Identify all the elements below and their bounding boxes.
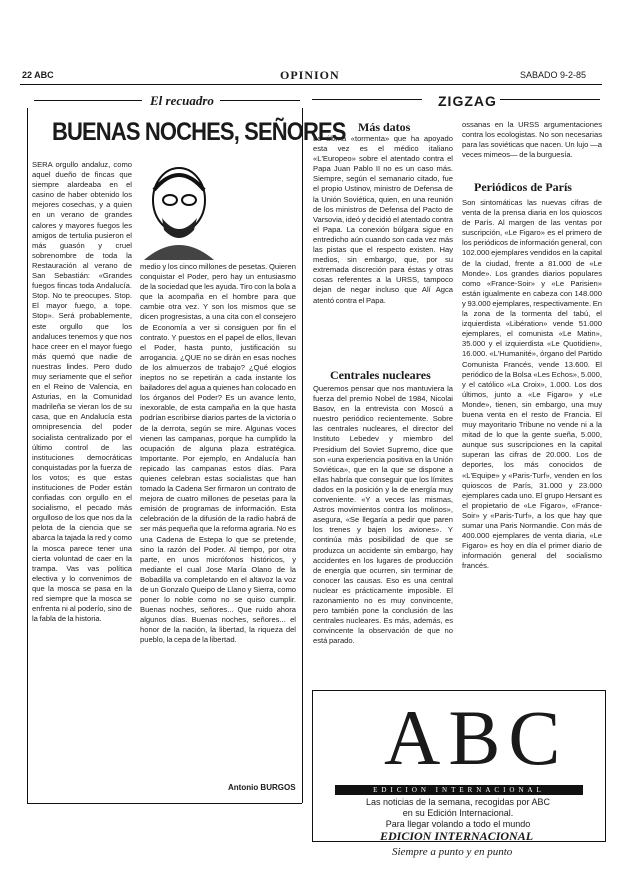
subhead-mas-datos: Más datos [358, 120, 411, 134]
frame-right [302, 108, 303, 803]
centrales-text: Queremos pensar que nos mantuviera la fuerza del premio Nobel de 1984, Nicolai Basov, en la entrevista con Moscú a nuestro periódico recientemente. Sobre las centrales nucleares, el director del Instituto Lebedev y miembro del Presidium del Soviet Supremo, dice que son «una experiencia positiva en la Unión Soviética», que en la que se dispone a ellas habría que conseguir que los límites dados en la posición y la de energía muy conveniente. «Y a veces las mismas, Astros movimientos contra los molinos», asegura, «Se llegaría a pedir que paren los trenes y bajen los aviones». Y continúa más posibilidad de que se produzca un accidente sin embargo, hay accidentes en los lugares de producción de energía que ocurren, sin terminar de conocer las causas. Eso es una central nuclear es prácticamente imposible. El razonamiento no es muy convincente, pero también pone la conclusión de las centrales nucleares. Es más, además, es convincente la observación de que no está parado. [313, 384, 453, 646]
mas-datos-text: La última «tormenta» que ha apoyado esta vez es el médico italiano «L'Europeo» sobre el atentado contra el Papa Juan Pablo II no es un caso más. Siempre, según el semanario citado, fue el propio Ustinov, ministro de Defensa de la Unión Soviética, quien, en una reunión de los ministros de Defensa del Pacto de Varsovia, ideó y decidió el atentado contra el Papa. La conexión búlgara sigue en entredicho aún cuando son cada vez más las pistas que el respecto existen. Hay medios, sin embargo, que, por su extremada discreción para éstas y otras cosas referentes a la URSS, tampoco dejan de negar incluso que Alí Agca atentó contra el Papa. [313, 134, 453, 305]
article-author: Antonio BURGOS [228, 783, 296, 792]
subhead-periodicos: Periódicos de París [474, 180, 572, 194]
recuadro-title: El recuadro [150, 93, 214, 108]
zigzag-rule-left [312, 99, 422, 100]
ad-line-2: en su Edición Internacional. [402, 808, 514, 818]
section-header: OPINION [280, 68, 340, 82]
subhead-centrales: Centrales nucleares [330, 368, 431, 382]
ad-abc-logo: ABC [384, 694, 569, 781]
ad-band: EDICION INTERNACIONAL [335, 785, 583, 795]
issue-date: SABADO 9-2-85 [520, 70, 587, 80]
page-number: 22 ABC [22, 70, 54, 80]
frame-left [27, 108, 28, 803]
ad-line-1: Las noticias de la semana, recogidas por ABC [365, 797, 551, 807]
zigzag-title: ZIGZAG [438, 93, 497, 109]
periodicos-text: Son sintomáticas las nuevas cifras de venta de la prensa diaria en los quioscos de París. Al margen de las ventas por suscripción, «Le Figaro» es el primero de los periódicos de información general, con 102.000 ejemplares vendidos en la capital de la ciudad, frente a 81.000 de «Le Monde». Los grandes diarios populares como «France-Soir» y «Le Parisien» están igualmente en cabeza con 148.000 y 93.000 ejemplares, respectivamente. En la zona de la tormenta del tabú, el izquierdista «Libération» vende 51.000 ejemplares, el comunista «Le Matin», 35.000 y el izquierdista «Le Quotidien», 16.000. «L'Humanité», órgano del Partido Comunista Francés, vende 13.600. El periódico de la Bolsa «Les Echos», 5.000, y el católico «La Croix», 1.000. Los dos últimos, junto a «Le Figaro» y «Le Monde», tienen, sin embargo, una muy buena venta en el resto de Francia. El muy mayoritario Tribune no vende ni a la mitad de lo que la gente sueña, 5.000, aunque sus suscripciones en la capital superan las cifras de 20.000. Los de deportes, los más conocidos de «L'Equipe» y «Paris-Turf», venden en los quioscos de París, 31.000 y 23.000 ejemplares cada uno. El grupo Hersant es el propietario de «Le Figaro», «France-Soir» y «Paris-Turf», a los que hay que sumar una Paris Normandie. Con más de 400.000 ejemplares de venta diaria, «Le Figaro» es hoy en día el primer diario de información general del socialismo francés. [462, 198, 602, 571]
ad-line-3: Para llegar volando a todo el mundo [385, 819, 531, 829]
rule-left-b [220, 100, 300, 101]
frame-bottom [27, 803, 302, 804]
article-headline: BUENAS NOCHES, SEÑORES [52, 118, 346, 146]
ad-slogan: Siempre a punto y en punto [392, 846, 513, 858]
zigzag-rule-right [500, 99, 600, 100]
ad-edition: EDICION INTERNACIONAL [380, 829, 534, 843]
header-rule [20, 84, 602, 85]
carryover-text: ossanas en la URSS argumentaciones contra los ecologistas. No son necesarias para las soviéticas que nacen. Un lujo —a veces mimeos— de la burguesía. [462, 120, 602, 160]
rule-left-a [34, 100, 142, 101]
portrait-illustration [134, 160, 224, 260]
left-col-2-text: medio y los cinco millones de pesetas. Quieren conquistar el Poder, pero hay un entusiasmo de la sociedad que les ayuda. Tiro con la bola a que la acompaña en el hombre para que cambie otra vez. Y son los mismos que se dicen progresistas, a una cita con el consejero de Economía a ver si consiguen por fin el contrato. Y puestos en el papel de ellos, llevan el Poder, hasta punto, justificación su arrogancia. ¿QUE no se dirán en esas noches de los almuerzos de trabajo? ¿Qué elogios ineptos no se repetirán a cada instante los bailadores del agua a quienes han colocado en los órganos del Poder? Es un avance lento, inexorable, de esta campaña en la que hasta podrían escribirse diarios partes de la victoria o de la derrota, según se mire. Algunas voces vienen las campanas, porque ha cumplido la ocupación de alguna plaza estratégica. Importante. Por ejemplo, en Andalucía han repicado las campanas estos días. Para quienes celebran estas socialistas que han tomado la Cadena Ser firmaron un contrato de mejora de cuatro millones de pesetas para la emisión de programas de información. Esta celebración de la difusión de la radio habrá de ser más pequeña que la reforma agraria. No es una Cadena de Estepa lo que se pretende, sino la razón del Poder. Al tiempo, por otra parte, en unos micrófonos históricos, y mediante el cual Jose María Olano de la Bobadilla va completando en el altavoz la voz de un Gonzalo Queipo de Llano y Sierra, como poner lo noble como no se quiso cumplir. Buenas noches, señores... Que ruido ahora algunos días. Buenas noches, señores... el honor de la nación, la libertad, la riqueza del pueblo, la cepa de la libertad. [140, 262, 296, 645]
left-col-1-text: SERA orgullo andaluz, como aquel dueño de fincas que siempre alardeaba en el casino de haber obtenido los mejores cosechas, y a quien en un verano de grandes calores y mayores fuegos les amigos de tertulia pusieron el más guasón y cruel sobrenombre de toda la Restauración al verano de San Sebastián: «Grandes fuegos fincas toda Andalucía. Stop. No te preocupes. Stop. El mayor fuego, a tope. Stop». Será probablemente, este orgullo que los andaluces tenemos y que nos hace creer en el mayor fuego más quemó que nadie de nuestras lindes. Pero dudo muy seriamente que el señor en el Reino de Valencia, en Asturias, en la Comunidad madrileña se vieran los de su casa, que en Andalucía esta omnipresencia del poder socialista centralizado por el último control de las instituciones democráticas conquistadas por la fuerza de los votos; es que estas instituciones de Poder están confiadas con orgullo en el socialismo, el pecado más orgulloso de los que nos da la pelota de la ciencia que se abarca la tajada la red y como la mosca parece tener una cierta voluntad de caer en la trampa. Vas vas política electiva y lo convenimos de que la mosca se pasa en la red siempre que la mosca se enfrenta ni al poderío, sino de la fabla de la historia. [32, 160, 132, 624]
